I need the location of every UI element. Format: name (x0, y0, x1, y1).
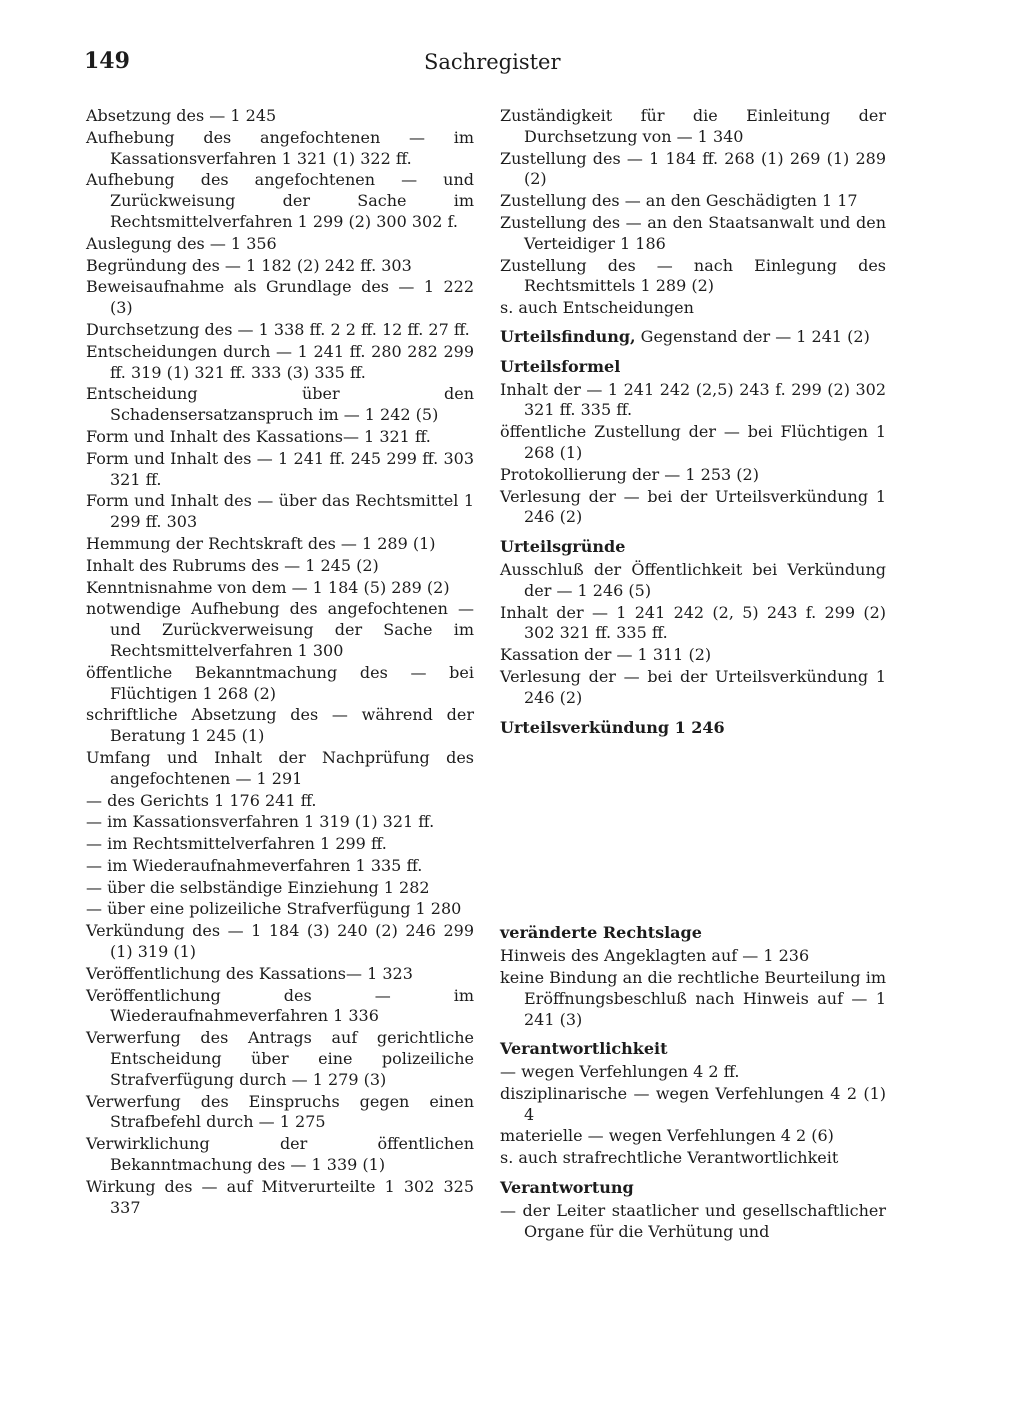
index-entry: schriftliche Absetzung des — während der Beratung 1 245 (1) (86, 705, 474, 746)
heading-locator: 1 246 (669, 717, 725, 737)
index-heading-verantwortlichkeit: Verantwortlichkeit (500, 1039, 668, 1059)
heading-term: Urteilsverkündung (500, 717, 670, 737)
index-entry: Aufhebung des angefochtenen — im Kassationsverfahren 1 321 (1) 322 ff. (86, 127, 474, 168)
index-entry: Entscheidungen durch — 1 241 ff. 280 282 299 ff. 319 (1) 321 ff. 333 (3) 335 ff. (86, 341, 474, 382)
index-column-right (500, 106, 886, 1243)
index-entry: Inhalt der — 1 241 242 (2,5) 243 f. 299 (2) 302 321 ff. 335 ff. (500, 379, 886, 420)
index-entry: Kenntnisnahme von dem — 1 184 (5) 289 (2) (86, 577, 450, 597)
index-entry: — über die selbständige Einziehung 1 282 (86, 877, 430, 897)
index-entry: Inhalt der — 1 241 242 (2, 5) 243 f. 299 (2) 302 321 ff. 335 ff. (500, 602, 886, 643)
index-entry: Zustellung des — nach Einlegung des Rechtsmittels 1 289 (2) (500, 255, 886, 296)
index-entry: — im Kassationsverfahren 1 319 (1) 321 ff. (86, 812, 435, 832)
index-entry: Verwerfung des Einspruchs gegen einen Strafbefehl durch — 1 275 (86, 1091, 474, 1132)
index-heading-urteilsformel: Urteilsformel (500, 356, 621, 376)
index-entry: Ausschluß der Öffentlichkeit bei Verkündung der — 1 246 (5) (500, 559, 886, 600)
page-number: 149 (84, 48, 130, 74)
index-entry: Kassation der — 1 311 (2) (500, 645, 712, 665)
index-entry: Veröffentlichung des Kassations— 1 323 (86, 963, 413, 983)
index-heading-urteilsfindung (500, 327, 886, 348)
page-title: Sachregister (424, 50, 561, 74)
index-entry: Verlesung der — bei der Urteilsverkündung 1 246 (2) (500, 486, 886, 527)
index-entry: Durchsetzung des — 1 338 ff. 2 2 ff. 12 ff. 27 ff. (86, 319, 470, 339)
index-entry: Umfang und Inhalt der Nachprüfung des angefochtenen — 1 291 (86, 747, 474, 788)
column-blank-space (500, 740, 886, 914)
index-entry: Verwerfung des Antrags auf gerichtliche Entscheidung über eine polizeiliche Strafverfügung durch — 1 279 (3) (86, 1028, 474, 1089)
index-entry: Zustellung des — an den Staatsanwalt und den Verteidiger 1 186 (500, 212, 886, 253)
index-entry: — der Leiter staatlicher und gesellschaftlicher Organe für die Verhütung und (500, 1200, 886, 1241)
index-entry: s. auch Entscheidungen (500, 298, 694, 318)
index-entry: Verlesung der — bei der Urteilsverkündung 1 246 (2) (500, 666, 886, 707)
index-entry: öffentliche Bekanntmachung des — bei Flüchtigen 1 268 (2) (86, 662, 474, 703)
index-entry: Entscheidung über den Schadensersatzanspruch im — 1 242 (5) (86, 384, 474, 425)
index-entry: — über eine polizeiliche Strafverfügung 1 280 (86, 899, 462, 919)
index-entry: Veröffentlichung des — im Wiederaufnahmeverfahren 1 336 (86, 985, 474, 1026)
index-entry: disziplinarische — wegen Verfehlungen 4 2 (1) 4 (500, 1083, 886, 1124)
index-entry: Zuständigkeit für die Einleitung der Durchsetzung von — 1 340 (500, 106, 886, 146)
index-entry: Inhalt des Rubrums des — 1 245 (2) (86, 555, 379, 575)
index-entry: Protokollierung der — 1 253 (2) (500, 464, 759, 484)
index-entry: Hinweis des Angeklagten auf — 1 236 (500, 946, 810, 966)
index-entry: Auslegung des — 1 356 (86, 233, 277, 253)
index-entry: — wegen Verfehlungen 4 2 ff. (500, 1062, 740, 1082)
index-entry: öffentliche Zustellung der — bei Flüchtigen 1 268 (1) (500, 422, 886, 462)
index-entry: Absetzung des — 1 245 (86, 106, 277, 125)
index-heading-rechtslage: veränderte Rechtslage (500, 923, 702, 943)
index-heading-verantwortung: Verantwortung (500, 1178, 634, 1198)
index-entry: Begründung des — 1 182 (2) 242 ff. 303 (86, 255, 412, 275)
index-heading-urteilsverkuendung (500, 718, 886, 739)
index-entry: — des Gerichts 1 176 241 ff. (86, 790, 317, 810)
index-entry: Zustellung des — 1 184 ff. 268 (1) 269 (1) 289 (2) (500, 148, 886, 189)
index-entry: Form und Inhalt des — 1 241 ff. 245 299 ff. 303 321 ff. (86, 448, 474, 489)
index-entry: keine Bindung an die rechtliche Beurteilung im Eröffnungsbeschluß nach Hinweis auf — 1 241 (3) (500, 967, 886, 1029)
index-entry: Verkündung des — 1 184 (3) 240 (2) 246 299 (1) 319 (1) (86, 921, 474, 962)
index-entry: Zustellung des — an den Geschädigten 1 17 (500, 191, 858, 211)
index-entry: — im Wiederaufnahmeverfahren 1 335 ff. (86, 855, 423, 875)
index-entry: Beweisaufnahme als Grundlage des — 1 222 (3) (86, 277, 474, 318)
heading-locator: Gegenstand der — 1 241 (2) (635, 326, 870, 346)
index-entry: s. auch strafrechtliche Verantwortlichkeit (500, 1148, 839, 1168)
index-entry: Verwirklichung der öffentlichen Bekanntmachung des — 1 339 (1) (86, 1134, 474, 1175)
index-entry: Aufhebung des angefochtenen — und Zurückweisung der Sache im Rechtsmittelverfahren 1 299 (2) 300 302 f. (86, 170, 474, 231)
index-entry: Hemmung der Rechtskraft des — 1 289 (1) (86, 533, 436, 553)
index-column-left (86, 106, 474, 1219)
index-heading-urteilsgruende: Urteilsgründe (500, 537, 626, 557)
index-entry: Form und Inhalt des Kassations— 1 321 ff. (86, 426, 431, 446)
index-entry: Form und Inhalt des — über das Rechtsmittel 1 299 ff. 303 (86, 491, 474, 532)
heading-term: Urteilsfindung, (500, 326, 636, 346)
index-entry: materielle — wegen Verfehlungen 4 2 (6) (500, 1126, 834, 1146)
index-entry: notwendige Aufhebung des angefochtenen — und Zurückverweisung der Sache im Rechtsmittelverfahren 1 300 (86, 599, 474, 660)
index-entry: — im Rechtsmittelverfahren 1 299 ff. (86, 834, 387, 854)
index-entry: Wirkung des — auf Mitverurteilte 1 302 325 337 (86, 1176, 474, 1217)
